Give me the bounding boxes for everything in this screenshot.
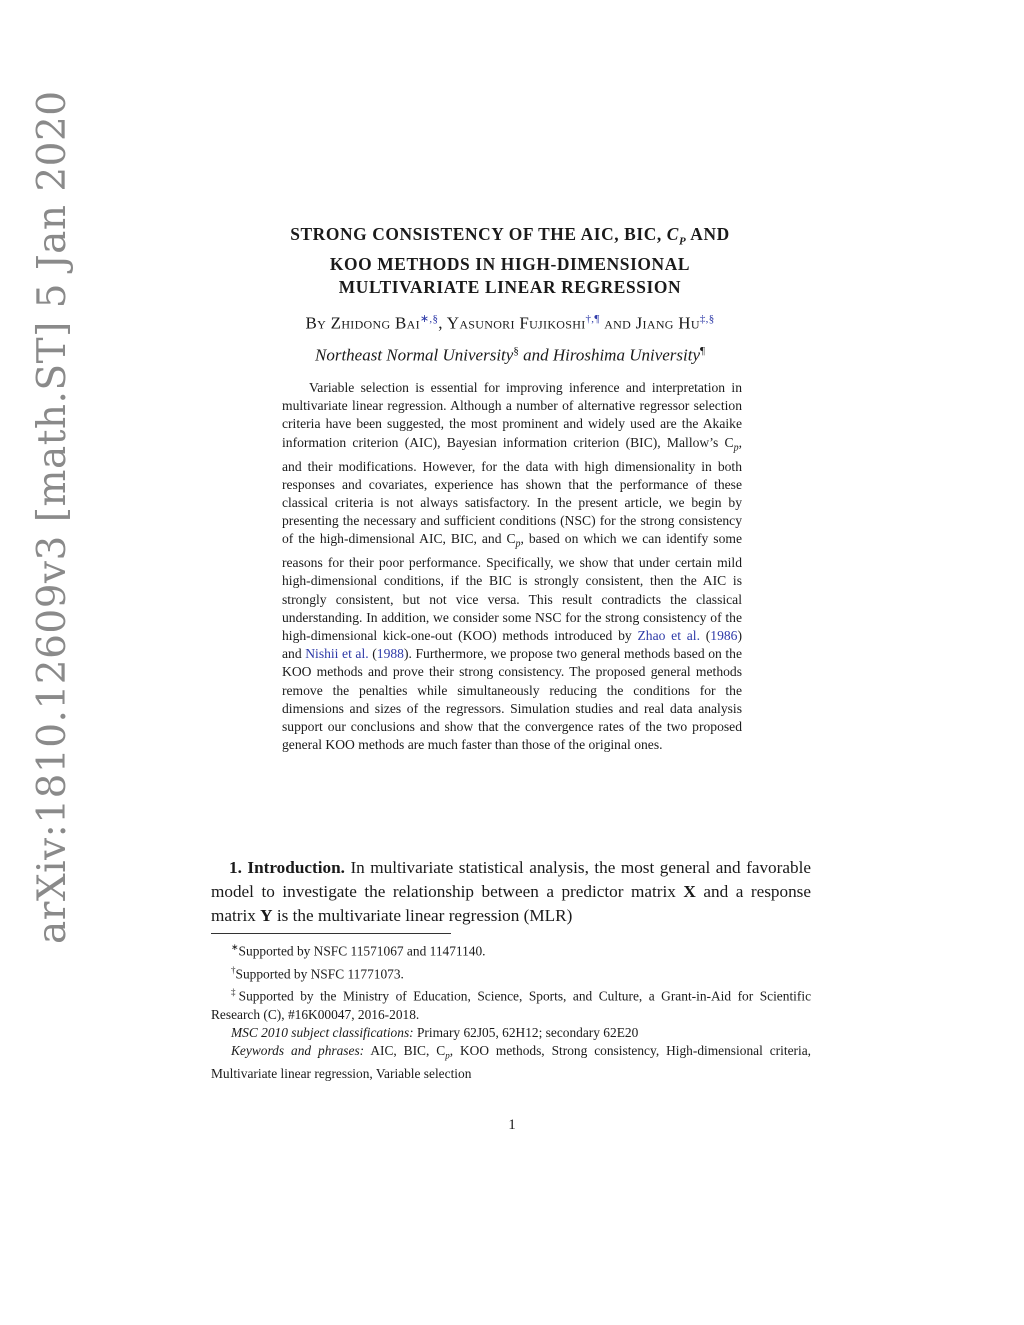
keywords: Keywords and phrases: AIC, BIC, $C_p$, KOO methods, Strong consistency, High-dimensional criteria, Multivariate linear regression, Variable selection [211,1043,811,1082]
title-line-2: KOO METHODS IN HIGH-DIMENSIONAL [329,254,691,275]
footnote-1: ∗Supported by NSFC 11571067 and 11471140. [231,942,486,959]
author-hu-marks[interactable]: ‡,§ [699,313,715,325]
citation-zhao-year-link[interactable]: 1986 [710,628,738,644]
affiliations: Northeast Normal University§ and Hiroshima University¶ [315,345,705,365]
citation-nishii-link[interactable]: Nishii et al. [305,646,369,662]
author-hu: Jiang Hu [635,313,700,333]
footnote-divider [211,933,451,934]
introduction-paragraph: 1. Introduction. In multivariate statistical analysis, the most general and favorable model to investigate the relationship between a predictor matrix X and a response matrix Y is the multivariate linear regression (MLR) [211,858,812,925]
footnote-3: ‡Supported by the Ministry of Education, Science, Sports, and Culture, a Grant-in-Aid for Scientific Research (C), #16K00047, 2016-2018. [211,987,812,1023]
author-bai-marks[interactable]: ∗,§ [419,313,439,325]
section-heading: 1. Introduction. [229,858,345,877]
abstract: Variable selection is essential for improving inference and interpretation in multivariate linear regression. Although a number of alternative regressor selection criteria have been suggested, the most prominent and widely used are the Akaike information criterion (AIC), Bayesian information criterion (BIC), Mallow’s $C_p$, and their modifications. However, for the data with high dimensionality in both responses and covariates, experience has shown that the performance of these classical criteria is not always satisfactory. In the present article, we begin by presenting the necessary and sufficient conditions (NSC) for the strong consistency of the high-dimensional AIC, BIC, and $C_p$, based on which we can identify some reasons for their poor performance. Specifically, we show that under certain mild high-dimensional conditions, if the BIC is strongly consistent, then the AIC is strongly consistent, but not vice versa. This result contradicts the classical understanding. In addition, we consider some NSC for the strong consistency of the high-dimensional kick-one-out (KOO) methods introduced by Zhao et al. (1986) and Nishii et al. (1988). Furthermore, we propose two general methods based on the KOO methods and prove their strong consistency. The proposed general methods remove the penalties while simultaneously reducing the conditions for the dimensions and sizes of the regressors. Simulation studies and real data analysis support our conclusions and show that the convergence rates of the two proposed general KOO methods are much faster than those of the original ones. [282,380,742,753]
author-fujikoshi-marks[interactable]: †,¶ [585,313,600,325]
author-list: By Zhidong Bai∗,§, Yasunori Fujikoshi†,¶ and Jiang Hu‡,§ [305,313,715,333]
paper-title [200,223,820,299]
author-fujikoshi: Yasunori Fujikoshi [446,313,586,333]
page-number: 1 [508,1117,516,1133]
msc-classification: MSC 2010 subject classifications: Primary 62J05, 62H12; secondary 62E20 [231,1025,639,1041]
citation-nishii-year-link[interactable]: 1988 [376,646,404,662]
footnote-2: †Supported by NSFC 11771073. [231,964,404,982]
citation-zhao-link[interactable]: Zhao et al. [637,628,700,644]
author-bai: Zhidong Bai [330,313,420,333]
title-line-3: MULTIVARIATE LINEAR REGRESSION [338,277,682,298]
title-line-1: STRONG CONSISTENCY OF THE AIC, BIC, $C_P$ AND [290,224,730,248]
footnotes [211,938,811,1084]
arxiv-identifier: arXiv:1810.12609v3 [math.ST] 5 Jan 2020 [30,90,75,944]
